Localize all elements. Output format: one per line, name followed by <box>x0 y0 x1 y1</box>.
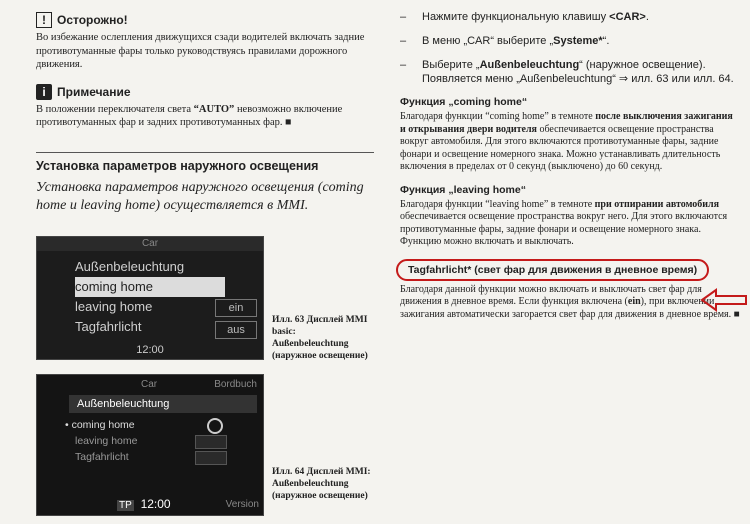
coming-home-dial-icon <box>207 418 223 434</box>
screen2-item: leaving home <box>75 435 138 447</box>
tagfahrlicht-highlight: Tagfahrlicht* (свет фар для движения в дневное время) <box>396 259 709 281</box>
coming-home-title: Функция „coming home“ <box>400 96 528 108</box>
screen1-item: Tagfahrlicht <box>75 319 142 334</box>
red-arrow-icon <box>700 288 748 312</box>
leaving-home-title: Функция „leaving home“ <box>400 183 526 196</box>
section-divider <box>36 152 374 153</box>
screen2-title: Außenbeleuchtung <box>69 395 257 413</box>
screen1-clock: 12:00 <box>136 344 164 356</box>
figure-63-caption: Илл. 63 Дисплей MMI basic: Außenbeleuchtung (наружное освещение) <box>272 315 368 361</box>
screen2-footer: TP 12:00 <box>119 497 171 511</box>
note-heading <box>36 84 374 100</box>
note-text: В положении переключателя света “AUTO” невозможно включение противотуманных фар и задних противотуманных фар. ■ <box>36 103 343 128</box>
screen1-header: Car <box>37 237 263 251</box>
mmi-screen <box>36 374 264 516</box>
warning-title: Осторожно! <box>57 13 128 27</box>
screen2-item: • coming home <box>65 419 135 431</box>
right-column <box>400 6 740 321</box>
screen1-item: Außenbeleuchtung <box>75 259 185 274</box>
screen2-item: Tagfahrlicht <box>75 451 129 463</box>
section-title: Установка параметров наружного освещения <box>36 158 319 173</box>
coming-home-text: Благодаря функции “coming home” в темноте после выключения зажигания и открывания двери водителя обеспечивается освещение пространства вокруг автомобиля. Для этого включаются противотуманные фары, задние фонари и освещение номерного знака. Можно устанавливать длительность включения в пределах от 0 секунд (выключено) до 60 секунд. <box>400 111 733 172</box>
tagfahrlicht-toggle <box>195 451 227 465</box>
tagfahrlicht-text: Благодаря данной функции можно включать и выключать свет фар для движения в дневное время. Если функция включена (ein), при включении зажигания автоматически загорается свет фар для движения в дневное время. ■ <box>400 283 740 320</box>
note-title: Примечание <box>57 84 131 99</box>
section-intro: Установка параметров наружного освещения (coming home и leaving home) осуществляется в MMI. <box>36 179 364 213</box>
warning-text: Во избежание ослепления движущихся сзади водителей включать задние противотуманные фары только руководствуясь правилами дорожного движения. <box>36 32 365 70</box>
screen2-header-left: Car <box>141 379 158 390</box>
mmi-basic-screen <box>36 236 264 360</box>
screen1-item-selected: coming home <box>75 277 225 297</box>
screen1-item: leaving home <box>75 299 153 314</box>
step-item: – Нажмите функциональную клавишу <CAR>. <box>400 10 740 24</box>
info-icon: i <box>36 84 52 100</box>
screen2-version: Version <box>225 499 259 510</box>
step-item: – В меню „CAR“ выберите „Systeme*“. <box>400 34 740 48</box>
screen2-header-right: Bordbuch <box>214 379 257 390</box>
screen1-value-aus: aus <box>215 321 257 339</box>
warning-icon: ! <box>36 12 52 28</box>
warning-heading <box>36 12 374 28</box>
figure-64-caption: Илл. 64 Дисплей MMI: Außenbeleuchtung (наружное освещение) <box>272 467 371 501</box>
step-item: – Выберите „Außenbeleuchtung“ (наружное освещение). Появляется меню „Außenbeleuchtung“ ⇒ илл. 63 или илл. 64. <box>400 58 740 86</box>
screen1-value-ein: ein <box>215 299 257 317</box>
left-column <box>36 6 374 215</box>
steps-list <box>400 10 740 86</box>
leaving-home-toggle <box>195 435 227 449</box>
leaving-home-text: Благодаря функции “leaving home” в темноте при отпирании автомобиля обеспечивается освещение пространства вокруг него. Для этого включаются противотуманные фары, задние фонари и освещение номерного знака. Функцию можно включать и выключать. <box>400 198 728 247</box>
